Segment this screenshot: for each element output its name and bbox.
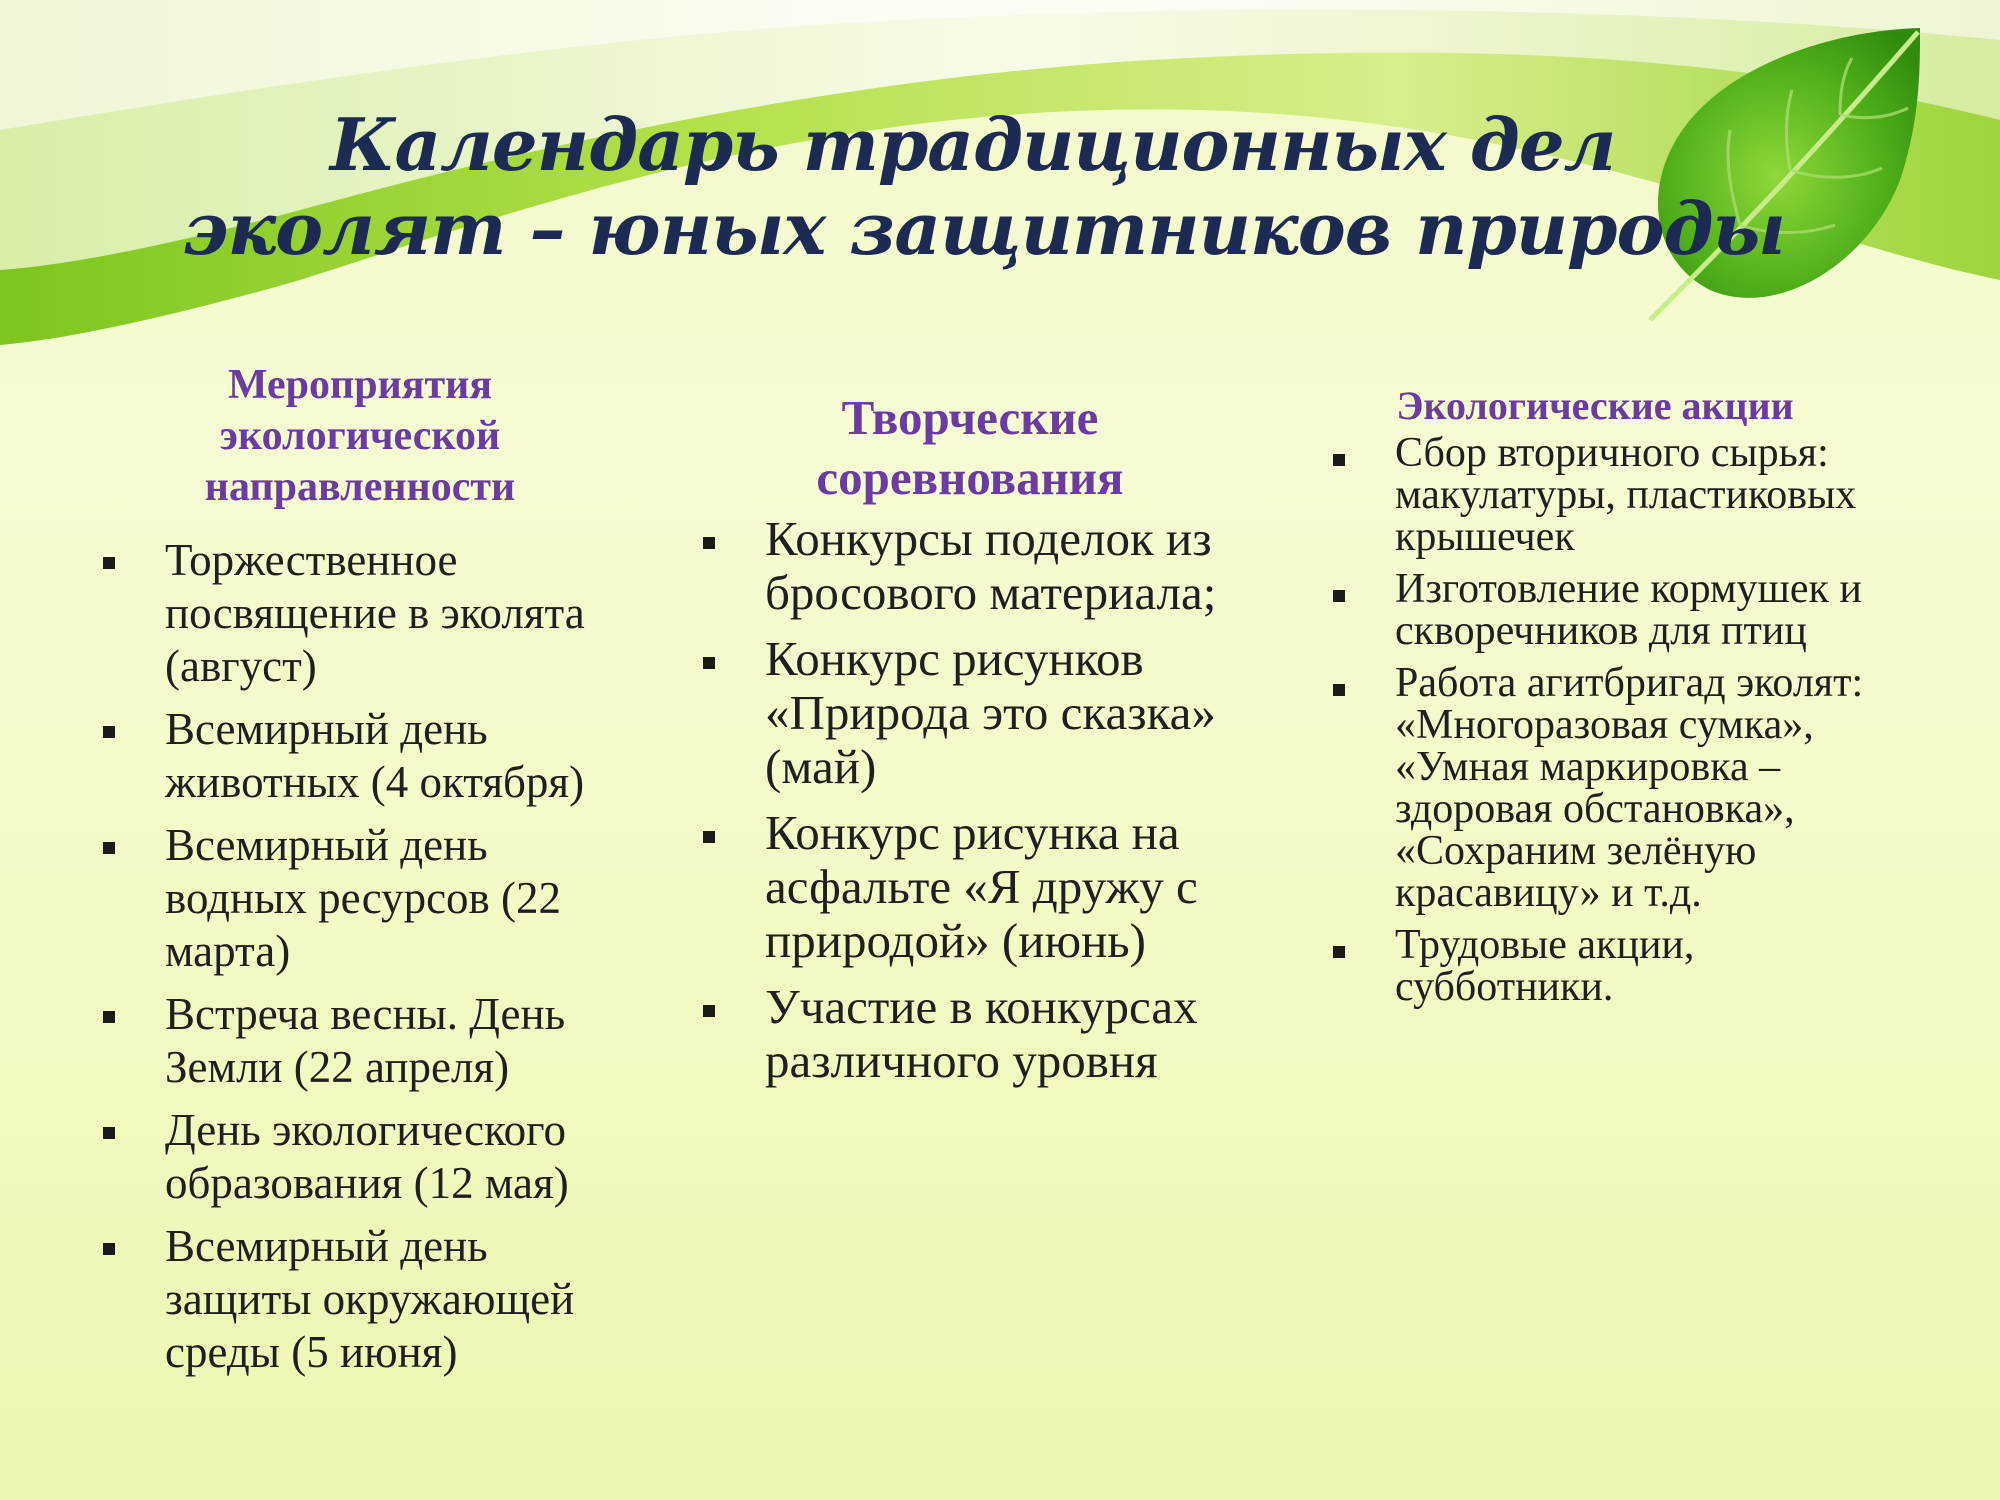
bullet-icon (703, 657, 715, 669)
list-item: Работа агитбригад эколят: «Многоразовая сумка», «Умная маркировка – здоровая обстановка», «Сохраним зелёную красавицу» и т.д. (1395, 662, 1875, 914)
bullet-icon (1333, 684, 1345, 696)
list-item: Конкурс рисунка на асфальте «Я дружу с природой» (июнь) (765, 806, 1265, 968)
list-item: Трудовые акции, субботники. (1395, 924, 1875, 1008)
bullet-icon (103, 842, 115, 854)
creative-list (765, 512, 1265, 1100)
list-item: Конкурсы поделок из бросового материала; (765, 512, 1265, 620)
events-list (165, 534, 635, 1389)
column-heading-creative (740, 388, 1200, 508)
bullet-icon (703, 537, 715, 549)
heading-line: Экологические акции (1396, 383, 1794, 428)
bullet-icon (1333, 946, 1345, 958)
list-item: Торжественное посвящение в эколята (август) (165, 534, 635, 693)
list-item: Встреча весны. День Земли (22 апреля) (165, 988, 635, 1094)
bullet-icon (1333, 590, 1345, 602)
page-title-line-2: эколят – юных защитников природы (182, 186, 1785, 271)
list-item: Всемирный день животных (4 октября) (165, 703, 635, 809)
leaf-icon (1620, 20, 1940, 340)
list-item: Участие в конкурсах различного уровня (765, 980, 1265, 1088)
bullet-icon (103, 726, 115, 738)
list-item: Всемирный день водных ресурсов (22 марта) (165, 819, 635, 978)
bullet-icon (103, 557, 115, 569)
bullet-icon (103, 1011, 115, 1023)
list-item: Сбор вторичного сырья: макулатуры, пластиковых крышечек (1395, 432, 1875, 558)
column-heading-actions (1330, 382, 1860, 431)
heading-line: экологической (219, 413, 501, 460)
column-heading-events (140, 360, 580, 514)
heading-line: соревнования (816, 449, 1124, 505)
heading-line: направленности (204, 464, 516, 511)
list-item: День экологического образования (12 мая) (165, 1104, 635, 1210)
bullet-icon (703, 1005, 715, 1017)
list-item: Конкурс рисунков «Природа это сказка» (май) (765, 632, 1265, 794)
bullet-icon (103, 1127, 115, 1139)
actions-list (1395, 432, 1875, 1018)
page-title-line-1: Календарь традиционных дел (330, 102, 1616, 187)
bullet-icon (703, 831, 715, 843)
list-item: Всемирный день защиты окружающей среды (5 июня) (165, 1220, 635, 1379)
heading-line: Мероприятия (227, 362, 493, 408)
list-item: Изготовление кормушек и скворечников для птиц (1395, 568, 1875, 652)
bullet-icon (103, 1243, 115, 1255)
bullet-icon (1333, 454, 1345, 466)
heading-line: Творческие (841, 390, 1099, 445)
